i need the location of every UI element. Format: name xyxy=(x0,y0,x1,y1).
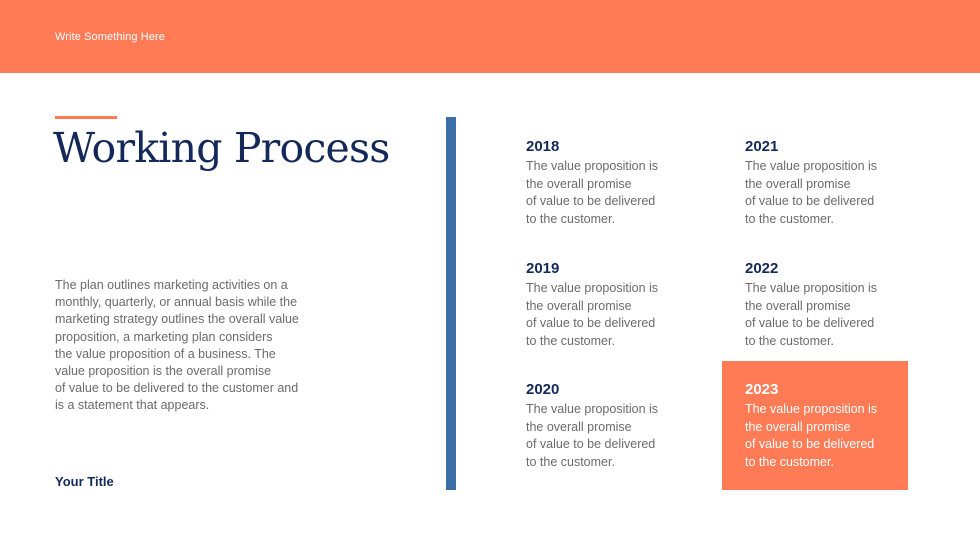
description-line: the overall promise xyxy=(526,419,632,434)
timeline-item-2022 xyxy=(745,260,915,350)
body-paragraph xyxy=(55,277,345,415)
description-line: to the customer. xyxy=(745,454,834,469)
timeline-item-2023 xyxy=(745,381,915,471)
description-line: to the customer. xyxy=(745,211,834,226)
body-line: marketing strategy outlines the overall value xyxy=(55,312,299,327)
description-line: The value proposition is xyxy=(526,281,659,295)
timeline-item-2019 xyxy=(526,260,696,350)
author-title: Your Title xyxy=(55,474,114,489)
description-line: to the customer. xyxy=(745,333,834,348)
description-line: of value to be delivered xyxy=(745,437,875,451)
timeline-description xyxy=(526,280,696,350)
top-banner xyxy=(0,0,980,73)
timeline-description xyxy=(745,280,915,350)
page-title: Working Process xyxy=(53,124,390,172)
timeline-item-2020 xyxy=(526,381,696,471)
body-line: proposition, a marketing plan considers xyxy=(55,329,273,344)
body-line: is a statement that appears. xyxy=(55,398,210,413)
body-line: the value proposition of a business. The xyxy=(55,346,276,361)
description-line: The value proposition is xyxy=(745,402,878,416)
description-line: of value to be delivered xyxy=(526,194,656,208)
timeline-description xyxy=(745,401,915,471)
description-line: to the customer. xyxy=(526,333,615,348)
description-line: to the customer. xyxy=(526,454,615,469)
description-line: the overall promise xyxy=(526,176,632,191)
timeline-year: 2021 xyxy=(745,138,779,155)
description-line: of value to be delivered xyxy=(745,316,875,330)
description-line: The value proposition is xyxy=(526,159,659,173)
description-line: The value proposition is xyxy=(526,402,659,416)
banner-text: Write Something Here xyxy=(55,31,166,43)
timeline-description xyxy=(745,158,915,228)
description-line: of value to be delivered xyxy=(526,316,656,330)
vertical-divider xyxy=(446,117,456,490)
description-line: the overall promise xyxy=(745,419,851,434)
description-line: of value to be delivered xyxy=(745,194,875,208)
timeline-item-2021 xyxy=(745,138,915,228)
body-line: value proposition is the overall promise xyxy=(55,364,272,379)
description-line: The value proposition is xyxy=(745,159,878,173)
title-accent-line xyxy=(55,116,117,119)
timeline-description xyxy=(526,158,696,228)
timeline-year: 2020 xyxy=(526,381,560,398)
timeline-year: 2018 xyxy=(526,138,560,155)
timeline-year: 2022 xyxy=(745,260,779,277)
description-line: to the customer. xyxy=(526,211,615,226)
timeline-item-2018 xyxy=(526,138,696,228)
body-line: monthly, quarterly, or annual basis while the xyxy=(55,295,298,310)
body-line: The plan outlines marketing activities on a xyxy=(55,278,288,292)
description-line: The value proposition is xyxy=(745,281,878,295)
description-line: the overall promise xyxy=(745,176,851,191)
timeline-year: 2023 xyxy=(745,381,779,398)
description-line: the overall promise xyxy=(526,298,632,313)
body-line: of value to be delivered to the customer and xyxy=(55,381,299,396)
description-line: of value to be delivered xyxy=(526,437,656,451)
description-line: the overall promise xyxy=(745,298,851,313)
timeline-year: 2019 xyxy=(526,260,560,277)
timeline-description xyxy=(526,401,696,471)
